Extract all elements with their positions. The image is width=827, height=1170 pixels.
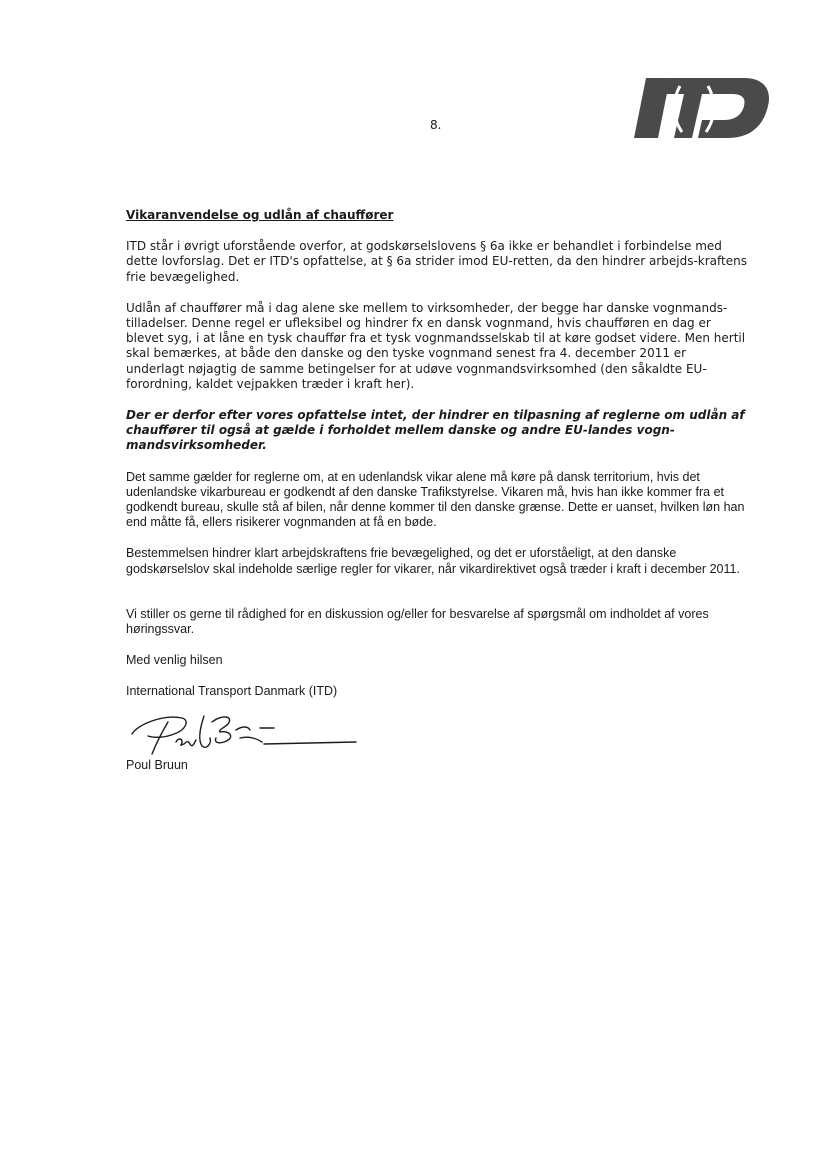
signer-name: Poul Bruun <box>126 758 188 772</box>
section-heading: Vikaranvendelse og udlån af chauffører <box>126 208 394 222</box>
paragraph-availability: Vi stiller os gerne til rådighed for en diskussion og/eller for besvarelse af spørgsmål om indholdet af vores høringssvar. <box>126 606 709 637</box>
paragraph-chauffeur-loan: Udlån af chauffører må i dag alene ske mellem to virksomheder, der begge har danske vognmands-tilladelser. Denne regel er ufleksibel og hindrer fx en dansk vognmand, hvis chaufføren en dag er blevet syg, i at låne en tysk chauffør fra et tysk vognmandsselskab til at køre godset videre. Men hertil skal bemærkes, at både den danske og den tyske vognmand senest fra 4. december 2011 er underlagt nøjagtig de samme betingelser for at udøve vognmandsvirksomhed (den såkaldte EU-forordning, kaldet vejpakken træder i kraft her). <box>126 300 746 391</box>
paragraph-provision: Bestemmelsen hindrer klart arbejdskraftens frie bevægelighed, og det er uforståeligt, at den danske godskørselslov skal indeholde særlige regler for vikarer, når vikardirektivet også træder i kraft i december 2011. <box>126 546 740 576</box>
page-number: 8. <box>430 118 442 132</box>
itd-logo <box>632 72 772 144</box>
paragraph-foreign-temp: Det samme gælder for reglerne om, at en udenlandsk vikar alene må køre på dansk territorium, hvis det udenlandske vikarbureau er godkendt af den danske Trafikstyrelse. Vikaren må, hvis han ikke kommer fra et godkendt bureau, skulle stå af bilen, når denne kommer til den danske grænse. Dette er uanset, hvilken løn han end måtte få, ellers risikerer vognmanden at få en bøde. <box>126 469 745 530</box>
closing-organization: International Transport Danmark (ITD) <box>126 684 338 699</box>
handwritten-signature <box>124 708 364 760</box>
letter-body <box>126 208 748 716</box>
closing-greeting: Med venlig hilsen <box>126 653 223 668</box>
intro-paragraph: ITD står i øvrigt uforstående overfor, at godskørselslovens § 6a ikke er behandlet i forbindelse med dette lovforslag. Det er ITD's opfattelse, at § 6a strider imod EU-retten, da den hindrer arbejds-kraftens frie bevægelighed. <box>126 239 747 284</box>
emphasis-paragraph: Der er derfor efter vores opfattelse intet, der hindrer en tilpasning af reglerne om udlån af chauffører til også at gælde i forholdet mellem danske og andre EU-landes vogn-mandsvirksomheder. <box>126 408 745 453</box>
